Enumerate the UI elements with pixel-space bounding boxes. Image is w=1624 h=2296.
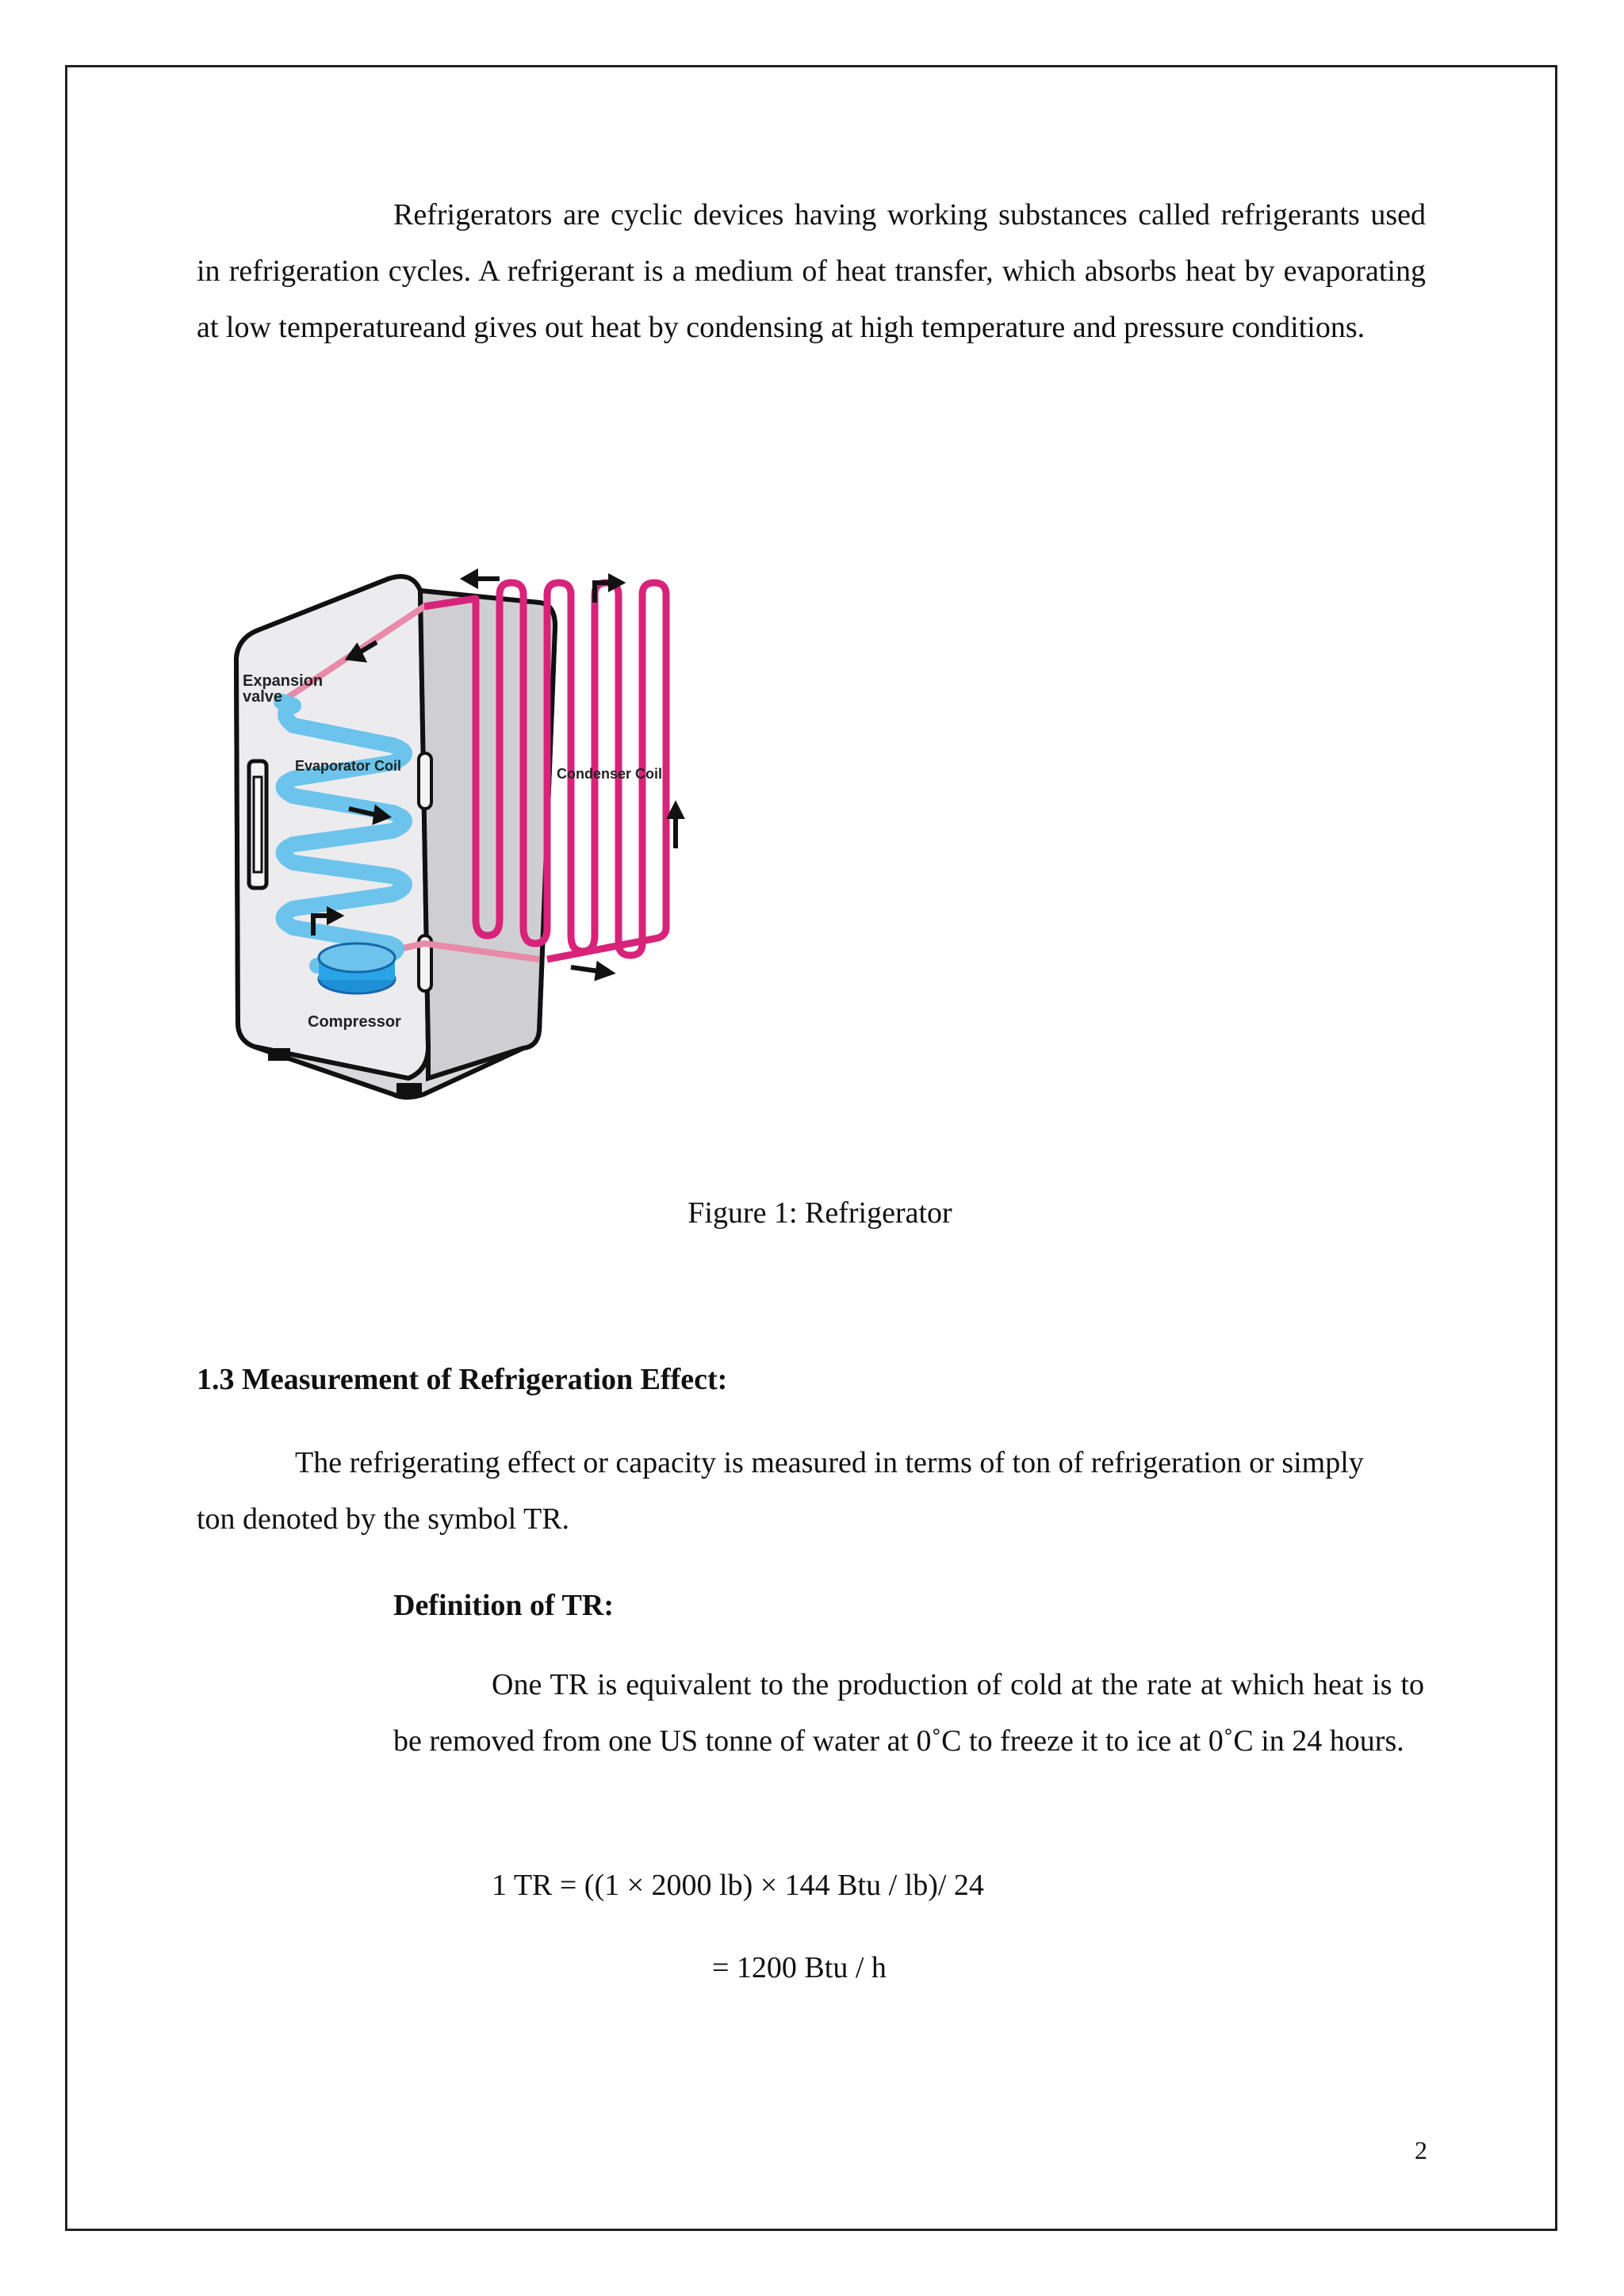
- compressor-top: [319, 943, 395, 972]
- label-evaporator-coil: Evaporator Coil: [295, 758, 402, 774]
- section-paragraph: The refrigerating effect or capacity is measured in terms of ton of refrigeration or simply ton denoted by the symbol TR.: [197, 1446, 1364, 1536]
- foot-right: [396, 1083, 422, 1097]
- cabinet-side: [420, 591, 555, 1078]
- equation-line-2: = 1200 Btu / h: [712, 1951, 887, 1984]
- refrigerator-figure: [222, 555, 714, 1110]
- arrow-vertical-head-icon: [670, 806, 681, 817]
- arrow-bottom-icon: [571, 967, 599, 971]
- arrow-top-left-head-icon: [465, 572, 476, 585]
- page-number: 2: [1415, 2136, 1427, 2164]
- refrigerator-diagram: [222, 555, 714, 1110]
- arrow-bottom-head-icon: [597, 965, 611, 978]
- equation-line-1: 1 TR = ((1 × 2000 lb) × 144 Btu / lb)/ 24: [492, 1869, 984, 1902]
- hinge-top: [419, 753, 431, 809]
- label-compressor: Compressor: [308, 1013, 401, 1031]
- label-expansion-valve-1: Expansion: [243, 672, 324, 690]
- intro-paragraph: Refrigerators are cyclic devices having working substances called refrigerants used in refrigeration cycles. A refrigerant is a medium of heat transfer, which absorbs heat by evaporating at low temperatureand gives out heat by condensing at high temperature and pressure conditions.: [197, 198, 1426, 344]
- foot-left: [268, 1048, 290, 1061]
- definition-heading: Definition of TR:: [393, 1589, 614, 1622]
- door-handle-inner: [254, 777, 262, 872]
- figure-caption: Figure 1: Refrigerator: [688, 1196, 952, 1230]
- label-expansion-valve-2: valve: [243, 688, 283, 706]
- definition-paragraph: One TR is equivalent to the production of cold at the rate at which heat is to be removed from one US tonne of water at 0˚C to freeze it to ice at 0˚C in 24 hours.: [393, 1668, 1424, 1758]
- label-condenser-coil: Condenser Coil: [557, 766, 663, 782]
- section-heading: 1.3 Measurement of Refrigeration Effect:: [197, 1363, 728, 1396]
